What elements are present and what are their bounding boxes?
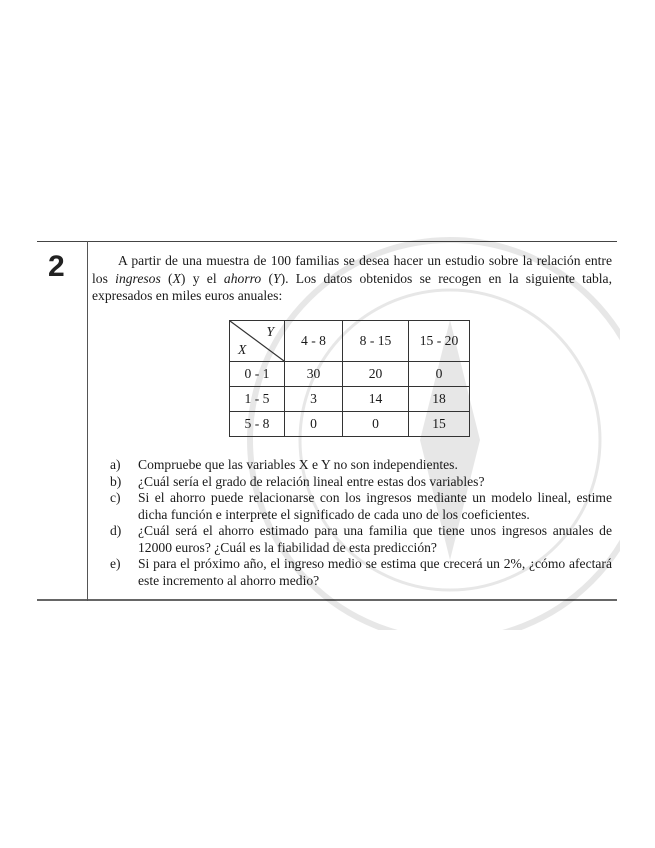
question-text: Compruebe que las variables X e Y no son independientes. bbox=[138, 457, 458, 472]
question-item bbox=[110, 474, 612, 491]
table-cell: 30 bbox=[285, 362, 343, 387]
row-label: 5 - 8 bbox=[230, 412, 285, 437]
number-column-divider bbox=[87, 241, 88, 601]
table-cell: 18 bbox=[409, 387, 470, 412]
question-item bbox=[110, 556, 612, 589]
corner-x-label: X bbox=[238, 342, 247, 357]
row-label: 0 - 1 bbox=[230, 362, 285, 387]
question-text: Si para el próximo año, el ingreso medio se estima que crecerá un 2%, ¿cómo afectará este incremento al ahorro medio? bbox=[138, 556, 612, 588]
corner-y-label: Y bbox=[266, 324, 274, 339]
table-cell: 15 bbox=[409, 412, 470, 437]
table-row bbox=[230, 362, 470, 387]
question-text: ¿Cuál será el ahorro estimado para una familia que tiene unos ingresos anuales de 12000 euros? ¿Cuál es la fiabilidad de esta predicción? bbox=[138, 523, 612, 555]
column-header: 4 - 8 bbox=[285, 321, 343, 362]
var-y-symbol: Y bbox=[273, 270, 281, 286]
row-label: 1 - 5 bbox=[230, 387, 285, 412]
var-x-symbol: X bbox=[172, 270, 181, 286]
question-marker: a) bbox=[110, 457, 121, 472]
question-list bbox=[110, 457, 612, 589]
exercise-number: 2 bbox=[48, 250, 65, 283]
question-marker: d) bbox=[110, 523, 122, 538]
table-header-row bbox=[230, 321, 470, 362]
question-text: ¿Cuál sería el grado de relación lineal entre estas dos variables? bbox=[138, 473, 485, 489]
contingency-table bbox=[229, 320, 470, 437]
table-cell: 0 bbox=[285, 412, 343, 437]
table-corner-cell bbox=[230, 321, 285, 362]
column-header: 15 - 20 bbox=[409, 321, 470, 362]
question-item bbox=[110, 523, 612, 556]
question-item bbox=[110, 457, 612, 474]
question-marker: e) bbox=[110, 556, 121, 571]
table-cell: 3 bbox=[285, 387, 343, 412]
table-cell: 14 bbox=[343, 387, 409, 412]
question-marker: b) bbox=[110, 473, 122, 489]
question-text: Si el ahorro puede relacionarse con los ingresos mediante un modelo lineal, estime dicha función e interprete el significado de cada uno de los coeficientes. bbox=[138, 490, 612, 522]
table-row bbox=[230, 412, 470, 437]
table-row bbox=[230, 387, 470, 412]
exercise-statement: A partir de una muestra de 100 familias se desea hacer un estudio sobre la relación entre los ingresos (X) y el ahorro (Y). Los datos obtenidos se recogen en la siguiente tabla, expresados en miles euros anuales: bbox=[92, 253, 612, 303]
var-x-name: ingresos bbox=[115, 270, 161, 286]
table-cell: 0 bbox=[343, 412, 409, 437]
table-cell: 20 bbox=[343, 362, 409, 387]
question-item bbox=[110, 490, 612, 523]
column-header: 8 - 15 bbox=[343, 321, 409, 362]
var-y-name: ahorro bbox=[223, 270, 262, 286]
question-marker: c) bbox=[110, 490, 121, 505]
table-cell: 0 bbox=[409, 362, 470, 387]
